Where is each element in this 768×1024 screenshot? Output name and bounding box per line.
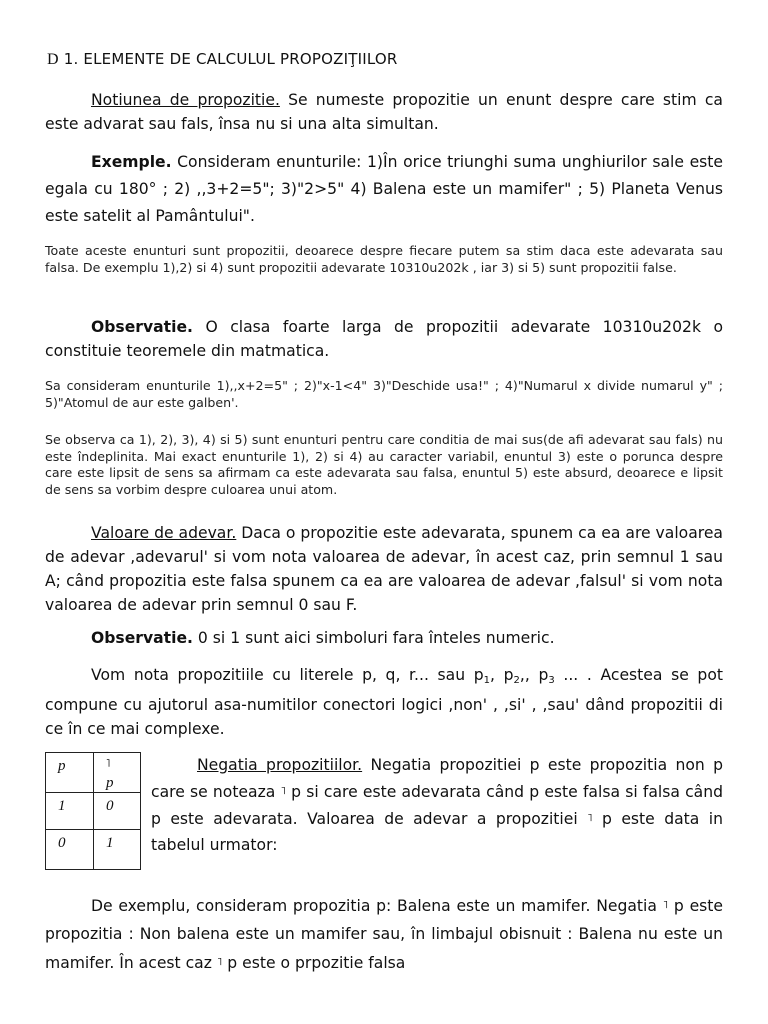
- negation-symbol: ˥: [106, 758, 111, 770]
- table-cell: [46, 830, 94, 870]
- paragraph-small-2: Sa consideram enunturile 1),,x+2=5" ; 2)"x-1<4" 3)"Deschide usa!" ; 4)"Numarul x divide numarul y" ; 5)"Atomul de aur este galben'.: [45, 378, 723, 410]
- heading-letter: D: [47, 51, 59, 68]
- negation-symbol: ˥: [662, 897, 669, 911]
- table-row: [46, 793, 141, 830]
- subscript-2: 2: [513, 675, 520, 686]
- paragraph-negation: [151, 752, 723, 858]
- observatie-1-text: O clasa foarte larga de propozitii adevarate 10310u202k o constituie teoremele din matmatica.: [45, 318, 723, 360]
- paragraph-example: [45, 891, 723, 977]
- cell-value: 0: [58, 835, 66, 851]
- table-row: [46, 753, 141, 793]
- examples-text: Consideram enunturile: 1)În orice triunghi suma unghiurilor sale este egala cu 180° ; 2) ,,3+2=5"; 3)"2>5" 4) Balena este un mamifer" ; 5) Planeta Venus este satelit al Pamântului".: [45, 153, 723, 225]
- negation-text-2: p si care este adevarata când p este falsa si falsa când p este adevarata. Valoarea de adevar a propozitiei: [151, 783, 723, 828]
- table-cell: [46, 793, 94, 830]
- subscript-1: 1: [483, 675, 491, 686]
- paragraph-observatie-2: [45, 626, 723, 650]
- table-cell: [94, 830, 141, 870]
- heading-title: 1. ELEMENTE DE CALCULUL PROPOZIŢIILOR: [63, 50, 398, 68]
- paragraph-small-1: Toate aceste enunturi sunt propozitii, deoarece despre fiecare putem sa stim daca este adevarata sau falsa. De exemplu 1),2) si 4) sunt propozitii adevarate 10310u202k , iar 3) si 5) sunt propozitii false.: [45, 243, 723, 275]
- observatie-2-text: 0 si 1 sunt aici simboluri fara înteles numeric.: [192, 629, 555, 647]
- label-notiunea: Notiunea de propozitie.: [91, 91, 280, 109]
- header-not-p: [106, 758, 140, 792]
- label-observatie-1: Observatie.: [91, 318, 193, 336]
- negation-text-3: p este data in tabelul urmator:: [151, 810, 723, 854]
- paragraph-small-3: Se observa ca 1), 2), 3), 4) si 5) sunt enunturi pentru care conditia de mai sus(de afi adevarat sau fals) nu este îndeplinita. Mai exact enunturile 1), 2) si 4) au caracter variabil, enuntul 3) este o porunca despre care este lipsit de sens sa afirmam ca este adevarata sau falsa, enuntul 5) este absurd, deoarece e lipsit de sens sa vorbim despre culoarea unui atom.: [45, 432, 723, 497]
- example-text-1: De exemplu, consideram propozitia p: Balena este un mamifer. Negatia: [91, 896, 663, 915]
- label-valoare: Valoare de adevar.: [91, 524, 237, 542]
- truth-table: [45, 752, 141, 870]
- cell-value: 0: [106, 798, 114, 814]
- label-exemple: Exemple.: [91, 153, 172, 171]
- heading: [47, 50, 398, 69]
- negation-symbol: ˥: [280, 784, 286, 797]
- example-text-3: p este o prpozitie falsa: [222, 953, 406, 972]
- table-cell: [94, 753, 141, 793]
- cell-value: 1: [106, 835, 114, 851]
- negation-symbol: ˥: [216, 954, 223, 968]
- notation-text-3: ,, p: [519, 666, 549, 684]
- paragraph-observatie-1: [45, 315, 723, 363]
- subscript-3: 3: [548, 675, 555, 686]
- header-p: p: [58, 758, 66, 774]
- example-text-2: p este propozitia : Non balena este un mamifer sau, în limbajul obisnuit : Balena nu este un mamifer. În acest caz: [45, 896, 723, 972]
- label-observatie-2: Observatie.: [91, 629, 193, 647]
- paragraph-definition: [45, 88, 723, 136]
- definition-text: Se numeste propozitie un enunt despre care stim ca este advarat sau fals, însa nu si una alta simultan.: [45, 91, 723, 133]
- cell-value: 1: [58, 798, 66, 814]
- table-row: [46, 830, 141, 870]
- valoare-text: Daca o propozitie este adevarata, spunem ca ea are valoarea de adevar ,adevarul' si vom nota valoarea de adevar, în acest caz, prin semnul 1 sau A; când propozitia este falsa spunem ca ea are valoarea de adevar ,falsul' si vom nota valoarea de adevar prin semnul 0 sau F.: [45, 524, 723, 614]
- negation-symbol: ˥: [587, 811, 593, 824]
- notation-text-2: , p: [490, 666, 514, 684]
- paragraph-examples: [45, 149, 723, 230]
- paragraph-notation: [45, 663, 723, 741]
- table-cell: [46, 753, 94, 793]
- negation-text-1: Negatia propozitiei p este propozitia non p care se noteaza: [151, 756, 723, 801]
- negation-text: [151, 752, 723, 858]
- notation-text-1: Vom nota propozitiile cu literele p, q, r... sau p: [91, 666, 484, 684]
- label-negatia: Negatia propozitiilor.: [197, 756, 363, 774]
- table-cell: [94, 793, 141, 830]
- notation-text-4: ... . Acestea se pot compune cu ajutorul asa-numitilor conectori logici ,non' , ,si' , ,sau' dând propozitii di ce în ce mai complexe.: [45, 666, 723, 738]
- paragraph-valoare: [45, 521, 723, 617]
- header-not-p-letter: p: [106, 775, 114, 791]
